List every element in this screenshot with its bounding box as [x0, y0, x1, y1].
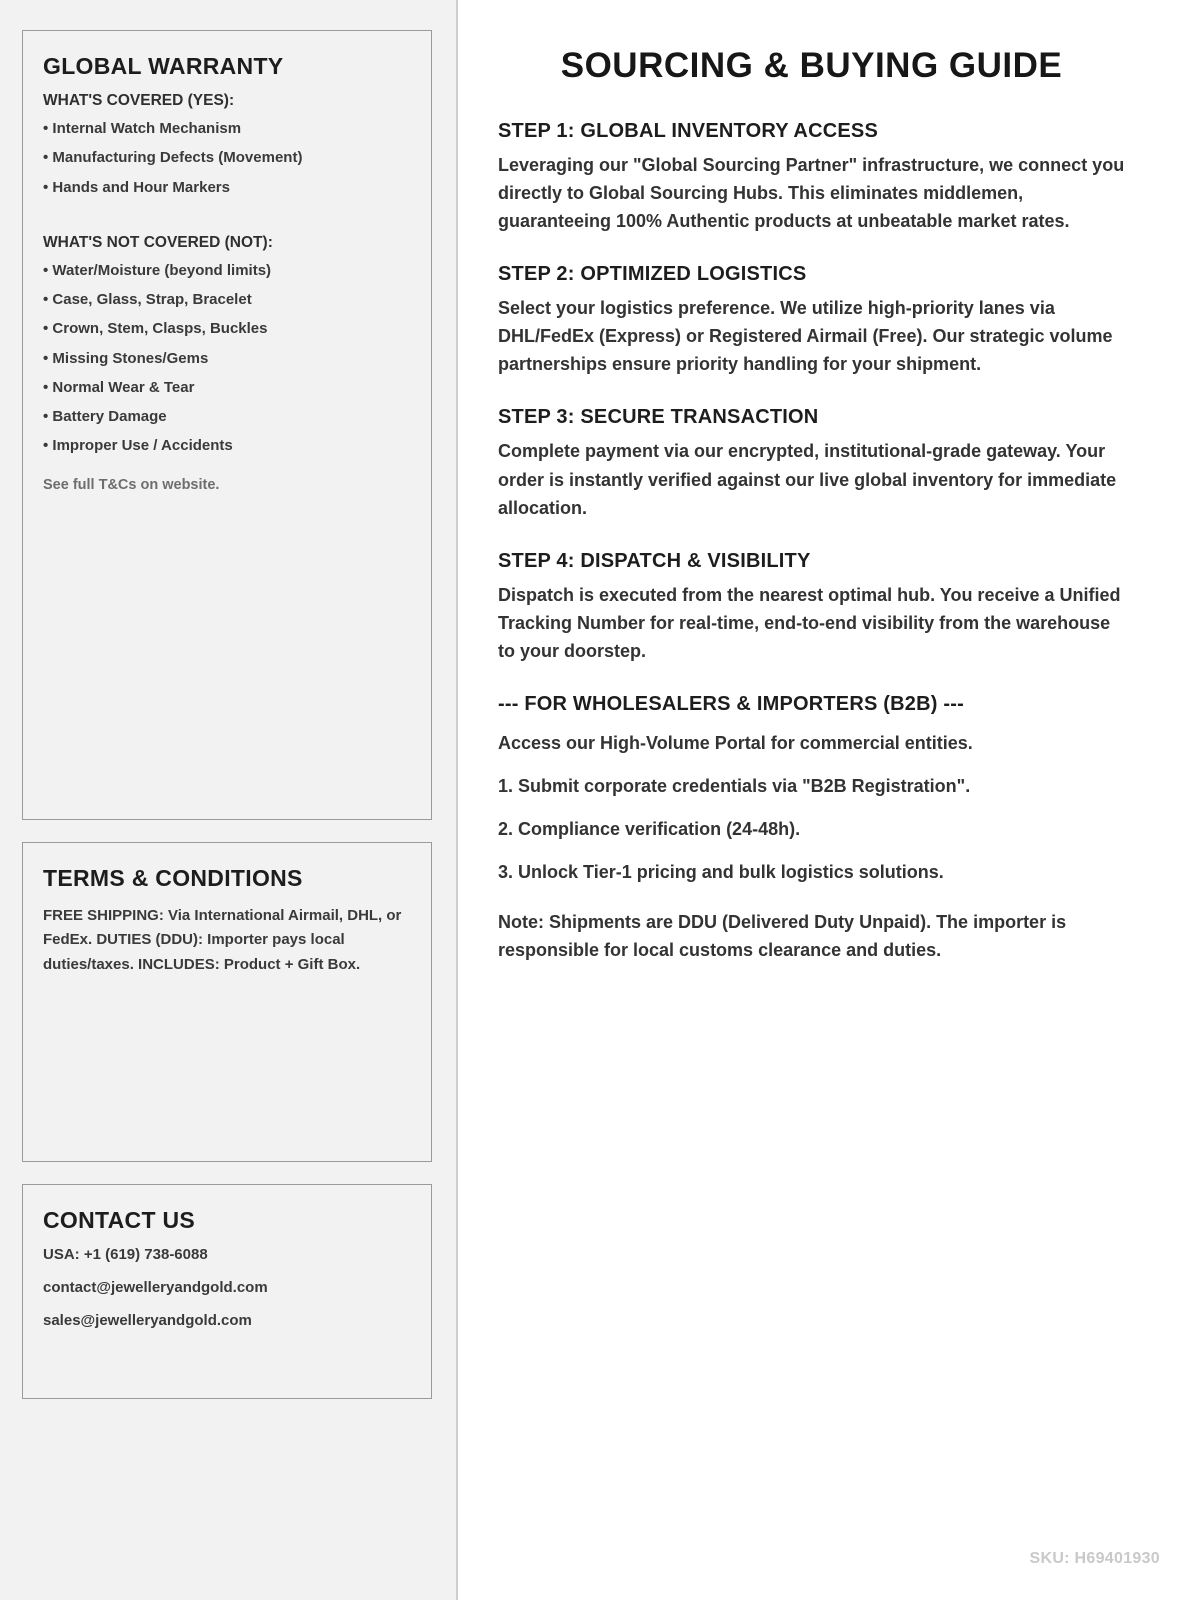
step-1-body: Leveraging our "Global Sourcing Partner" infrastructure, we connect you directly to Global Sourcing Hubs. This eliminates middlemen, guaranteeing 100% Authentic products at unbeatable market rates.: [498, 155, 1125, 232]
list-item: • Water/Moisture (beyond limits): [43, 261, 272, 279]
list-item: • Normal Wear & Tear: [43, 378, 195, 396]
warranty-footnote: See full T&Cs on website.: [43, 476, 220, 493]
list-item: • Case, Glass, Strap, Bracelet: [43, 291, 252, 308]
list-item: • Battery Damage: [43, 408, 167, 425]
terms-panel: [22, 842, 432, 1162]
contact-phone[interactable]: USA: +1 (619) 738-6088: [43, 1246, 208, 1263]
list-item: 1. Submit corporate credentials via "B2B Registration".: [498, 775, 971, 796]
left-sidebar: [0, 0, 458, 1600]
sku-label: SKU: H69401930: [1029, 1550, 1160, 1567]
contact-panel: [22, 1184, 432, 1399]
spacer: [43, 208, 411, 234]
list-item: • Manufacturing Defects (Movement): [43, 149, 303, 167]
b2b-intro: Access our High-Volume Portal for commercial entities.: [498, 732, 973, 753]
contact-email-primary[interactable]: contact@jewelleryandgold.com: [43, 1279, 268, 1296]
list-item: • Missing Stones/Gems: [43, 349, 209, 367]
list-item: • Crown, Stem, Clasps, Buckles: [43, 320, 268, 338]
step-2-heading: STEP 2: OPTIMIZED LOGISTICS: [498, 263, 807, 286]
contact-title: CONTACT US: [43, 1207, 196, 1233]
warranty-title: GLOBAL WARRANTY: [43, 53, 284, 79]
warranty-not-covered-heading: WHAT'S NOT COVERED (NOT):: [43, 233, 273, 251]
terms-body: FREE SHIPPING: Via International Airmail, DHL, or FedEx. DUTIES (DDU): Importer pays local duties/taxes. INCLUDES: Product + Gift Box.: [43, 907, 402, 973]
list-item: 2. Compliance verification (24-48h).: [498, 818, 801, 839]
step-4-body: Dispatch is executed from the nearest optimal hub. You receive a Unified Tracking Number for real-time, end-to-end visibility from the warehouse to your doorstep.: [498, 584, 1121, 661]
list-item: 3. Unlock Tier-1 pricing and bulk logistics solutions.: [498, 861, 944, 882]
step-1-heading: STEP 1: GLOBAL INVENTORY ACCESS: [498, 120, 878, 142]
step-4-heading: STEP 4: DISPATCH & VISIBILITY: [498, 549, 811, 572]
list-item: • Hands and Hour Markers: [43, 178, 230, 196]
page-title: SOURCING & BUYING GUIDE: [560, 46, 1063, 85]
b2b-note: Note: Shipments are DDU (Delivered Duty Unpaid). The importer is responsible for local customs clearance and duties.: [498, 911, 1067, 961]
step-2-body: Select your logistics preference. We utilize high-priority lanes via DHL/FedEx (Express) or Registered Airmail (Free). Our strategic volume partnerships ensure priority handling for your shipment.: [498, 298, 1113, 375]
list-item: • Internal Watch Mechanism: [43, 120, 242, 137]
contact-email-sales[interactable]: sales@jewelleryandgold.com: [43, 1312, 252, 1329]
terms-title: TERMS & CONDITIONS: [43, 865, 303, 891]
warranty-covered-heading: WHAT'S COVERED (YES):: [43, 92, 235, 109]
step-3-body: Complete payment via our encrypted, institutional-grade gateway. Your order is instantly verified against our live global inventory for immediate allocation.: [498, 441, 1117, 518]
b2b-heading: --- FOR WHOLESALERS & IMPORTERS (B2B) ---: [498, 692, 964, 715]
guide-column: [458, 0, 1200, 1600]
step-3-heading: STEP 3: SECURE TRANSACTION: [498, 406, 819, 429]
warranty-panel: [22, 30, 432, 820]
list-item: • Improper Use / Accidents: [43, 437, 233, 455]
